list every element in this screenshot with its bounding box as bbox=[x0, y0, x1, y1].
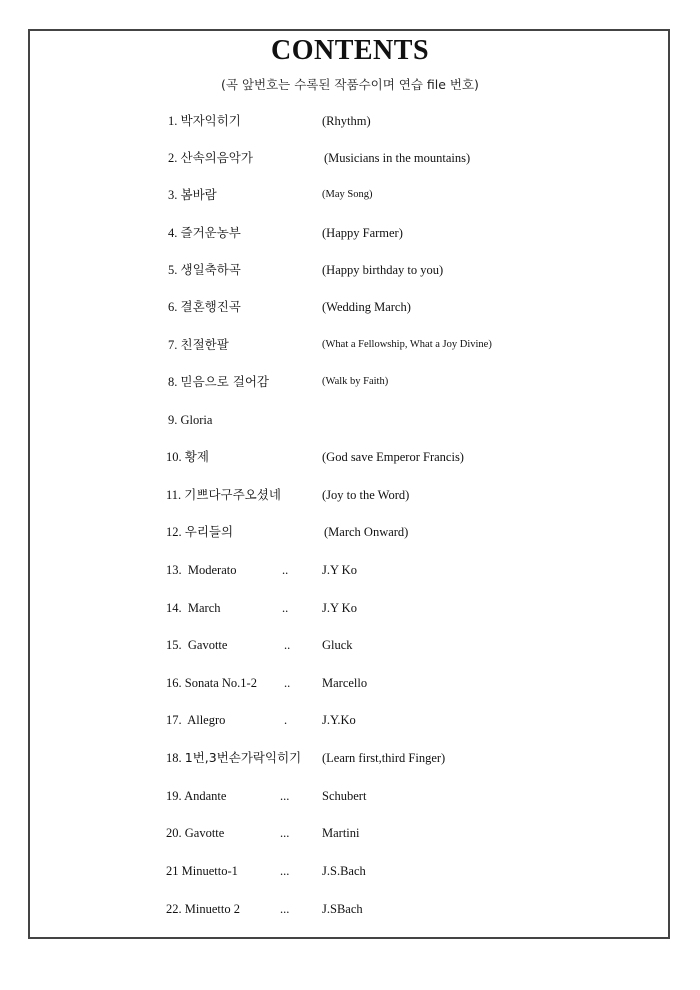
entry-number: 8. bbox=[168, 375, 178, 389]
entry-leader: ... bbox=[280, 864, 290, 878]
entry-title: Moderato bbox=[187, 563, 237, 577]
list-item[interactable] bbox=[0, 297, 700, 317]
list-item[interactable] bbox=[0, 447, 700, 467]
entry-number: 13. bbox=[166, 563, 182, 577]
entry-number: 21 bbox=[166, 864, 179, 878]
entry-number: 16. bbox=[166, 676, 182, 690]
entry-number: 19. bbox=[166, 789, 182, 803]
list-item[interactable] bbox=[0, 185, 700, 205]
list-item[interactable] bbox=[0, 335, 700, 355]
list-item[interactable] bbox=[0, 410, 700, 430]
entry-title: 산속의음악가 bbox=[180, 150, 253, 165]
entry-number: 17. bbox=[166, 713, 182, 727]
entry-title: 결혼행진곡 bbox=[180, 299, 241, 314]
entry-title: 친절한팔 bbox=[180, 337, 229, 352]
entry-number: 5. bbox=[168, 263, 178, 277]
entry-title: 황제 bbox=[184, 449, 209, 464]
entry-number: 3. bbox=[168, 188, 178, 202]
entry-description: J.SBach bbox=[322, 902, 363, 916]
entry-title: Allegro bbox=[187, 713, 226, 727]
entry-title: 우리들의 bbox=[184, 524, 234, 539]
entry-title: March bbox=[187, 601, 221, 615]
list-item[interactable] bbox=[0, 635, 700, 655]
entry-number: 1. bbox=[168, 114, 178, 128]
entry-title: Andante bbox=[184, 789, 227, 803]
list-item[interactable] bbox=[0, 673, 700, 693]
list-item[interactable] bbox=[0, 560, 700, 580]
entry-description: Marcello bbox=[322, 676, 368, 690]
entry-title: Minuetto 2 bbox=[184, 902, 240, 916]
entry-title: 1번,3번손가락익히기 bbox=[184, 750, 302, 765]
entry-leader: .. bbox=[284, 638, 291, 652]
entry-number: 6. bbox=[168, 300, 178, 314]
entry-title: 봄바람 bbox=[180, 187, 217, 202]
entry-number: 7. bbox=[168, 338, 178, 352]
list-item[interactable] bbox=[0, 823, 700, 843]
entry-description: Schubert bbox=[322, 789, 367, 803]
entry-number: 15. bbox=[166, 638, 182, 652]
list-item[interactable] bbox=[0, 748, 700, 768]
entry-description: J.Y.Ko bbox=[322, 713, 356, 727]
entry-description: (Walk by Faith) bbox=[322, 376, 389, 387]
entry-leader: .. bbox=[284, 676, 291, 690]
list-item[interactable] bbox=[0, 485, 700, 505]
page-title: CONTENTS bbox=[270, 35, 430, 66]
entry-number: 22. bbox=[166, 902, 182, 916]
entry-number: 12. bbox=[166, 525, 182, 539]
entry-title: Sonata No.1-2 bbox=[184, 676, 257, 690]
entry-title: Gavotte bbox=[184, 826, 225, 840]
entry-leader: ... bbox=[280, 789, 290, 803]
entry-number: 18. bbox=[166, 751, 182, 765]
list-item[interactable] bbox=[0, 710, 700, 730]
list-item[interactable] bbox=[0, 598, 700, 618]
entry-number: 2. bbox=[168, 151, 178, 165]
entry-number: 20. bbox=[166, 826, 182, 840]
entry-leader: ... bbox=[280, 826, 290, 840]
entry-title: Minuetto-1 bbox=[181, 864, 238, 878]
list-item[interactable] bbox=[0, 786, 700, 806]
entry-description: (Rhythm) bbox=[322, 114, 371, 128]
entry-description: J.Y Ko bbox=[322, 563, 357, 577]
list-item[interactable] bbox=[0, 372, 700, 392]
entry-description: (Happy birthday to you) bbox=[322, 263, 444, 277]
entry-description: J.Y Ko bbox=[322, 601, 357, 615]
list-item[interactable] bbox=[0, 111, 700, 131]
list-item[interactable] bbox=[0, 899, 700, 919]
entry-title: 박자익히기 bbox=[180, 113, 241, 128]
entry-description: (May Song) bbox=[322, 189, 373, 200]
entry-number: 9. bbox=[168, 413, 178, 427]
entry-number: 14. bbox=[166, 601, 182, 615]
entry-description: (Joy to the Word) bbox=[322, 488, 410, 502]
entry-description: J.S.Bach bbox=[322, 864, 366, 878]
entry-leader: . bbox=[284, 713, 288, 727]
list-item[interactable] bbox=[0, 861, 700, 881]
entry-number: 4. bbox=[168, 226, 178, 240]
entry-description: (Musicians in the mountains) bbox=[324, 151, 471, 165]
entry-description: (Wedding March) bbox=[322, 300, 411, 314]
entry-number: 10. bbox=[166, 450, 182, 464]
entry-leader: ... bbox=[280, 902, 290, 916]
entry-title: Gavotte bbox=[187, 638, 228, 652]
entry-title: 믿음으로 걸어감 bbox=[180, 374, 269, 389]
entry-description: (Happy Farmer) bbox=[322, 226, 403, 240]
entry-description: Martini bbox=[322, 826, 360, 840]
entry-title: 즐거운농부 bbox=[180, 225, 241, 240]
list-item[interactable] bbox=[0, 223, 700, 243]
entry-leader: .. bbox=[282, 563, 289, 577]
entry-title: 기쁘다구주오셨네 bbox=[184, 487, 281, 502]
page-subtitle: (곡 앞번호는 수록된 작품수이며 연습 file 번호) bbox=[221, 77, 479, 92]
entry-number: 11. bbox=[166, 488, 182, 502]
entry-description: Gluck bbox=[322, 638, 353, 652]
entry-title: 생일축하곡 bbox=[180, 262, 241, 277]
entry-title: Gloria bbox=[180, 413, 213, 427]
list-item[interactable] bbox=[0, 522, 700, 542]
entry-description: (March Onward) bbox=[324, 525, 409, 539]
entry-description: (What a Fellowship, What a Joy Divine) bbox=[322, 339, 492, 350]
entry-description: (Learn first,third Finger) bbox=[322, 751, 446, 765]
list-item[interactable] bbox=[0, 148, 700, 168]
entry-leader: .. bbox=[282, 601, 289, 615]
entry-description: (God save Emperor Francis) bbox=[322, 450, 464, 464]
list-item[interactable] bbox=[0, 260, 700, 280]
